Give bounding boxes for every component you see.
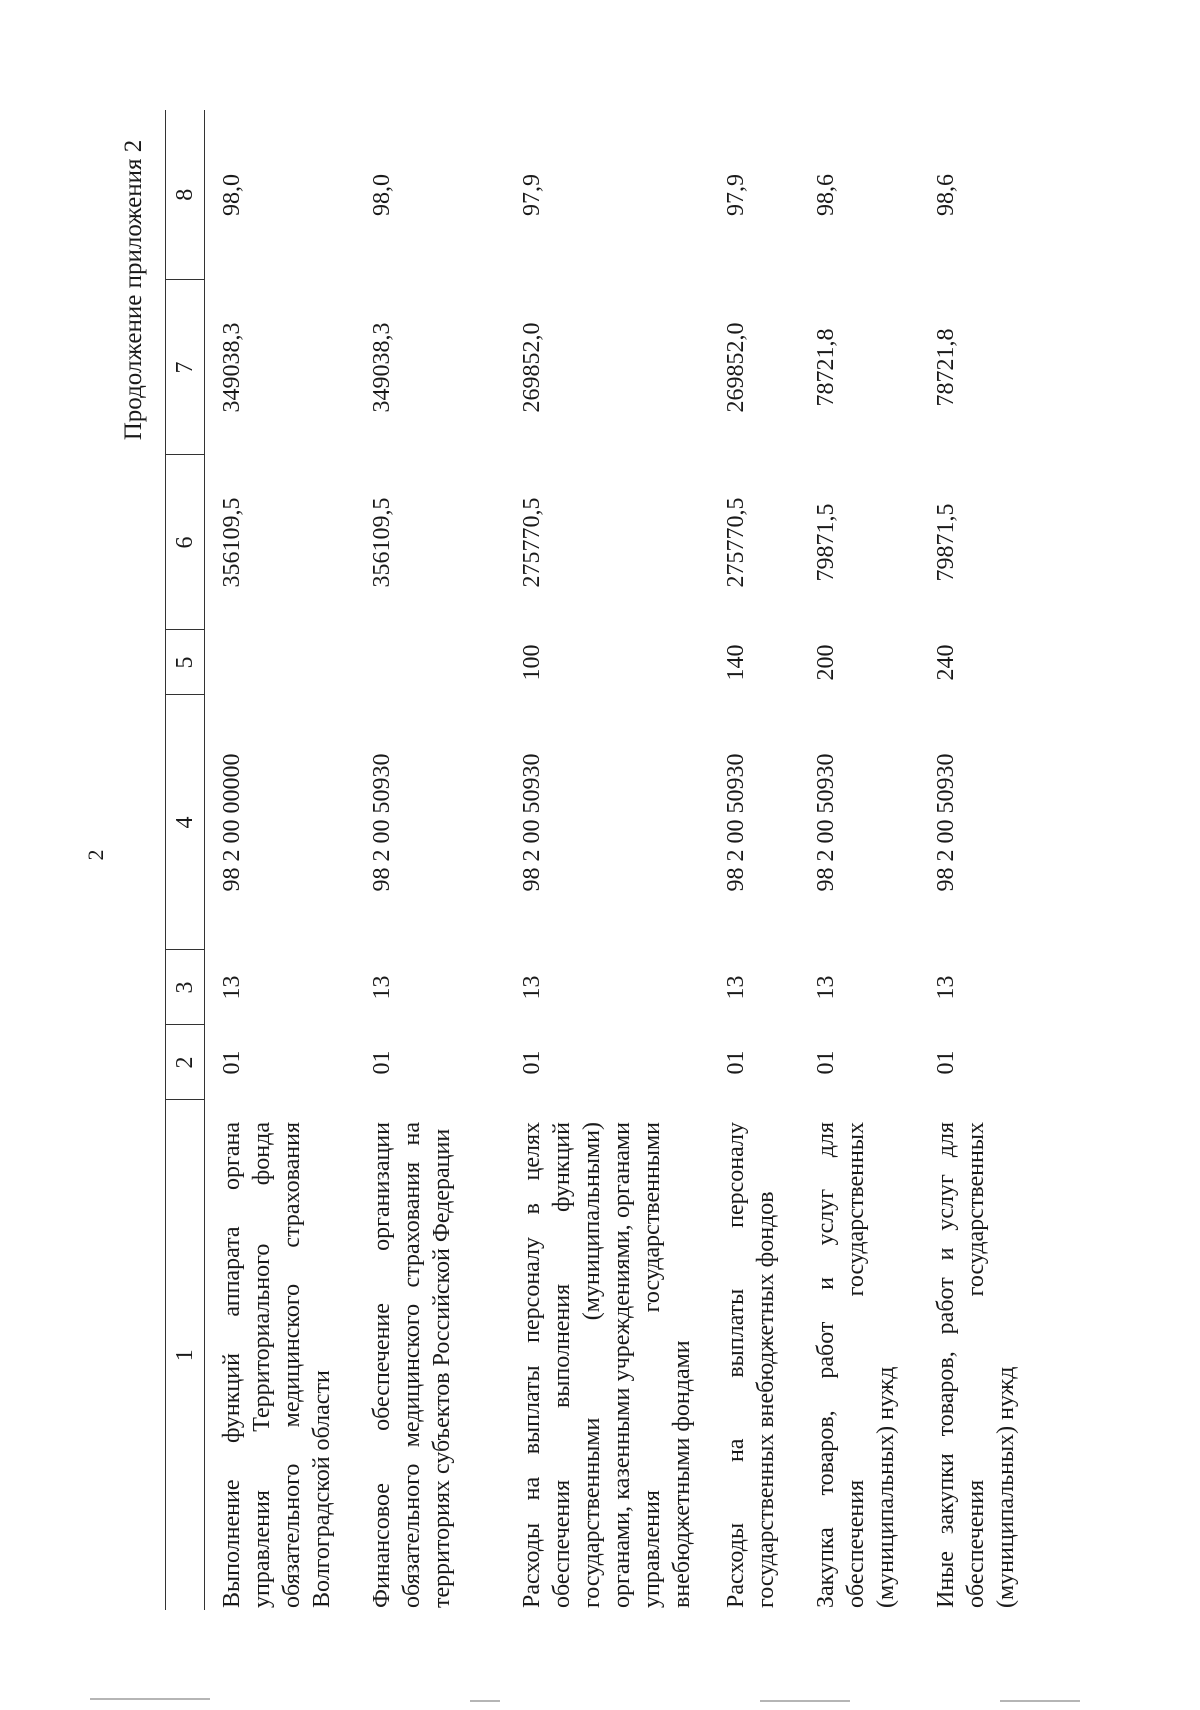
- executed-amount: 78721,8: [812, 328, 839, 407]
- section-code: 01: [368, 1050, 395, 1075]
- scan-artifact: [760, 1700, 850, 1702]
- planned-amount: 275770,5: [518, 497, 545, 588]
- subsection-code: 13: [812, 975, 839, 1000]
- execution-percent: 98,6: [812, 174, 839, 216]
- column-header: 6: [166, 455, 205, 630]
- planned-amount: 79871,5: [812, 503, 839, 582]
- column-header: 3: [166, 950, 205, 1025]
- target-article: 98 2 00 50930: [812, 753, 839, 892]
- executed-amount: 269852,0: [722, 322, 749, 413]
- table-row: [355, 110, 505, 1610]
- column-header: 7: [166, 280, 205, 455]
- execution-percent: 97,9: [722, 174, 749, 216]
- executed-amount: 349038,3: [368, 322, 395, 413]
- page-number: 2: [83, 849, 108, 861]
- row-name: Иные закупки товаров, работ и услуг для обеспечения государственных (муниципальных) нужд: [932, 1122, 1019, 1608]
- subsection-code: 13: [368, 975, 395, 1000]
- execution-percent: 98,6: [932, 174, 959, 216]
- row-name: Расходы на выплаты персоналу государственных внебюджетных фондов: [722, 1122, 779, 1608]
- executed-amount: 349038,3: [219, 322, 245, 413]
- scan-artifact: [470, 1700, 500, 1702]
- column-header: 8: [166, 110, 205, 280]
- column-header: 4: [166, 695, 205, 950]
- execution-percent: 98,0: [368, 174, 395, 216]
- row-name: Закупка товаров, работ и услуг для обеспечения государственных (муниципальных) нужд: [812, 1122, 899, 1608]
- planned-amount: 275770,5: [722, 497, 749, 588]
- planned-amount: 356109,5: [219, 497, 245, 588]
- subsection-code: 13: [722, 975, 749, 1000]
- column-header: 2: [166, 1025, 205, 1100]
- budget-table-rotated: [165, 110, 1185, 1610]
- budget-table: [165, 110, 1033, 1610]
- execution-percent: 97,9: [518, 174, 545, 216]
- scan-artifact: [90, 1698, 210, 1700]
- executed-amount: 78721,8: [932, 328, 959, 407]
- table-row: [919, 110, 1033, 1610]
- target-article: 98 2 00 50930: [722, 753, 749, 892]
- target-article: 98 2 00 50930: [932, 753, 959, 892]
- table-row: [709, 110, 799, 1610]
- column-header: 5: [166, 630, 205, 695]
- row-name: Расходы на выплаты персоналу в целях обеспечения выполнения функций государственными (муниципальными) органами, казенными учреждениями, органами управления государственными внебюджетными фондами: [518, 1122, 695, 1608]
- section-code: 01: [812, 1050, 839, 1075]
- column-header: 1: [166, 1100, 205, 1610]
- row-name: Финансовое обеспечение организации обязательного медицинского страхования на территориях субъектов Российской Федерации: [368, 1122, 455, 1608]
- table-row: [205, 110, 355, 1610]
- row-name: Выполнение функций аппарата органа управления Территориального фонда обязательного медицинского страхования Волгоградской области: [219, 1122, 335, 1608]
- subsection-code: 13: [932, 975, 959, 1000]
- scan-artifact: [1000, 1700, 1080, 1702]
- section-code: 01: [518, 1050, 545, 1075]
- planned-amount: 356109,5: [368, 497, 395, 588]
- section-code: 01: [722, 1050, 749, 1075]
- target-article: 98 2 00 50930: [518, 753, 545, 892]
- expense-type: 240: [932, 644, 959, 681]
- execution-percent: 98,0: [219, 174, 245, 216]
- subsection-code: 13: [219, 975, 245, 1000]
- expense-type: [205, 630, 355, 695]
- section-code: 01: [219, 1050, 245, 1075]
- table-row: [505, 110, 709, 1610]
- executed-amount: 269852,0: [518, 322, 545, 413]
- planned-amount: 79871,5: [932, 503, 959, 582]
- expense-type: 200: [812, 644, 839, 681]
- expense-type: [355, 630, 505, 695]
- subsection-code: 13: [518, 975, 545, 1000]
- target-article: 98 2 00 50930: [368, 753, 395, 892]
- header-row: [166, 110, 205, 1610]
- target-article: 98 2 00 00000: [219, 753, 245, 892]
- section-code: 01: [932, 1050, 959, 1075]
- expense-type: 100: [518, 644, 545, 681]
- expense-type: 140: [722, 644, 749, 681]
- continuation-label: Продолжение приложения 2: [120, 139, 147, 441]
- table-row: [799, 110, 919, 1610]
